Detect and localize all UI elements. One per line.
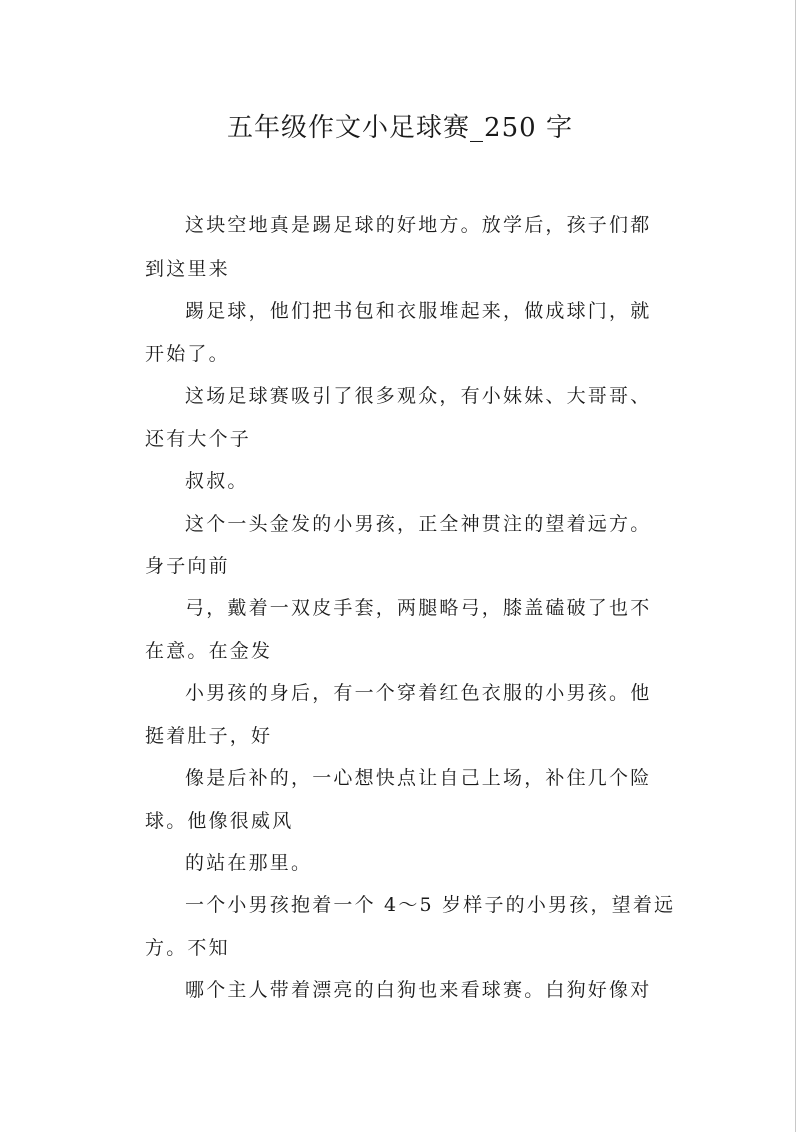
- text-line: 开始了。: [145, 343, 230, 365]
- text-line: 方。不知: [145, 937, 230, 959]
- text-line: 到这里来: [145, 258, 230, 280]
- text-line: 踢足球，他们把书包和衣服堆起来，做成球门，就: [185, 300, 652, 322]
- text-line: 叔叔。: [185, 470, 249, 492]
- text-line: 身子向前: [145, 555, 230, 577]
- text-line: 球。他像很威风: [145, 810, 294, 832]
- text-line: 小男孩的身后，有一个穿着红色衣服的小男孩。他: [185, 682, 652, 704]
- text-line: 的站在那里。: [185, 852, 313, 874]
- text-line: 这块空地真是踢足球的好地方。放学后，孩子们都: [185, 214, 652, 236]
- document-title: 五年级作文小足球赛_250 字: [227, 113, 573, 143]
- text-line: 哪个主人带着漂亮的白狗也来看球赛。白狗好像对: [185, 979, 652, 1001]
- text-line: 弓，戴着一双皮手套，两腿略弓，膝盖磕破了也不: [185, 597, 652, 619]
- text-line: 还有大个子: [145, 428, 252, 450]
- text-line: 这个一头金发的小男孩，正全神贯注的望着远方。: [185, 513, 652, 535]
- text-line: 一个小男孩抱着一个 4～5 岁样子的小男孩，望着远: [185, 894, 676, 916]
- text-line: 在意。在金发: [145, 640, 273, 662]
- text-line: 像是后补的，一心想快点让自己上场，补住几个险: [185, 767, 652, 789]
- text-line: 挺着肚子，好: [145, 725, 273, 747]
- text-line: 这场足球赛吸引了很多观众，有小妹妹、大哥哥、: [185, 385, 652, 407]
